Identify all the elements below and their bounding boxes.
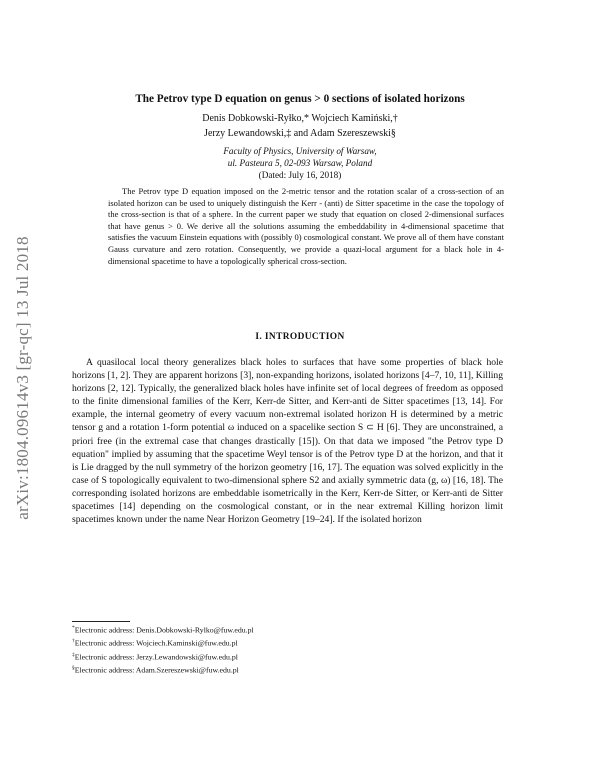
footnote <box>72 663 503 676</box>
affiliation-line-2: ul. Pasteura 5, 02-093 Warsaw, Poland <box>227 158 373 168</box>
footnote-text[interactable]: Electronic address: Denis.Dobkowski-Rylko@fuw.edu.pl <box>74 625 254 635</box>
intro-paragraph: A quasilocal local theory generalizes black holes to surfaces that have some properties of black hole horizons [1, 2]. They are apparent horizons [3], non-expanding horizons, isolated horizons [4–7, 10, 11], Killing horizons [2, 12]. Typically, the generalized black holes have infinite set of local degrees of freedom as opposed to the finite dimensional families of the Kerr, Kerr-de Sitter, and Kerr-anti de Sitter spacetimes [13, 14]. For example, the internal geometry of every vacuum non-extremal isolated horizon H is determined by a metric tensor g and a rotation 1-form potential ω induced on a spacelike section S ⊂ H [6]. They are unconstrained, a priori free (in the extremal case that changes drastically [15]). On that data we imposed "the Petrov type D equation" implied by assuming that the spacetime Weyl tensor is of the Petrov type D at the horizon, and that it is Lie dragged by the null symmetry of the horizon geometry [16, 17]. The equation was solved explicitly in the case of S topologically equivalent to two-dimensional sphere S2 and axially symmetric data (g, ω) [16, 18]. The corresponding isolated horizons are embeddable isometrically in the Kerr, Kerr-de Sitter, or Kerr-anti de Sitter spacetimes [14] depending on the cosmological constant, or in the near extremal Killing horizon limit spacetimes known under the name Near Horizon Geometry [19–24]. If the isolated horizon <box>72 357 503 526</box>
footnote-mark: ‡ <box>72 651 75 658</box>
footnote-mark: * <box>72 625 75 631</box>
footnote <box>72 623 503 636</box>
section-heading: I. INTRODUCTION <box>255 332 345 342</box>
footnote-mark: § <box>72 665 75 672</box>
footnote-mark: † <box>72 638 75 645</box>
footnote <box>72 636 503 649</box>
abstract: The Petrov type D equation imposed on the 2-metric tensor and the rotation scalar of a cross-section of an isolated horizon can be used to uniquely distinguish the Kerr - (anti) de Sitter spacetime in the case the topology of the cross-section is that of a sphere. In the current paper we study that equation on closed 2-dimensional surfaces that have genus > 0. We derive all the solutions assuming the embeddability in 4-dimensional spacetime that satisfies the vacuum Einstein equations with (possibly 0) cosmological constant. We prove all of them have constant Gauss curvature and zero rotation. Consequently, we provide a quazi-local argument for a black hole in 4-dimensional spacetime to have a topologically spherical cross-section. <box>108 186 504 266</box>
dated: (Dated: July 16, 2018) <box>258 170 342 180</box>
introduction-body <box>72 356 503 526</box>
footnote-text[interactable]: Electronic address: Wojciech.Kaminski@fuw.edu.pl <box>74 638 238 648</box>
authors-line-2: Jerzy Lewandowski,‡ and Adam Szereszewski§ <box>204 128 396 139</box>
footnote <box>72 650 503 663</box>
paper-title: The Petrov type D equation on genus > 0 sections of isolated horizons <box>135 93 465 105</box>
footnotes <box>72 623 503 677</box>
authors-line-1: Denis Dobkowski-Ryłko,* Wojciech Kamiński,† <box>202 113 398 124</box>
footnote-text[interactable]: Electronic address: Adam.Szereszewski@fuw.edu.pl <box>74 665 239 675</box>
footnote-text[interactable]: Electronic address: Jerzy.Lewandowski@fuw.edu.pl <box>74 652 238 662</box>
footnote-rule <box>72 621 130 622</box>
affiliation-line-1: Faculty of Physics, University of Warsaw, <box>223 146 377 156</box>
arxiv-identifier: arXiv:1804.09614v3 [gr-qc] 13 Jul 2018 <box>13 236 32 520</box>
